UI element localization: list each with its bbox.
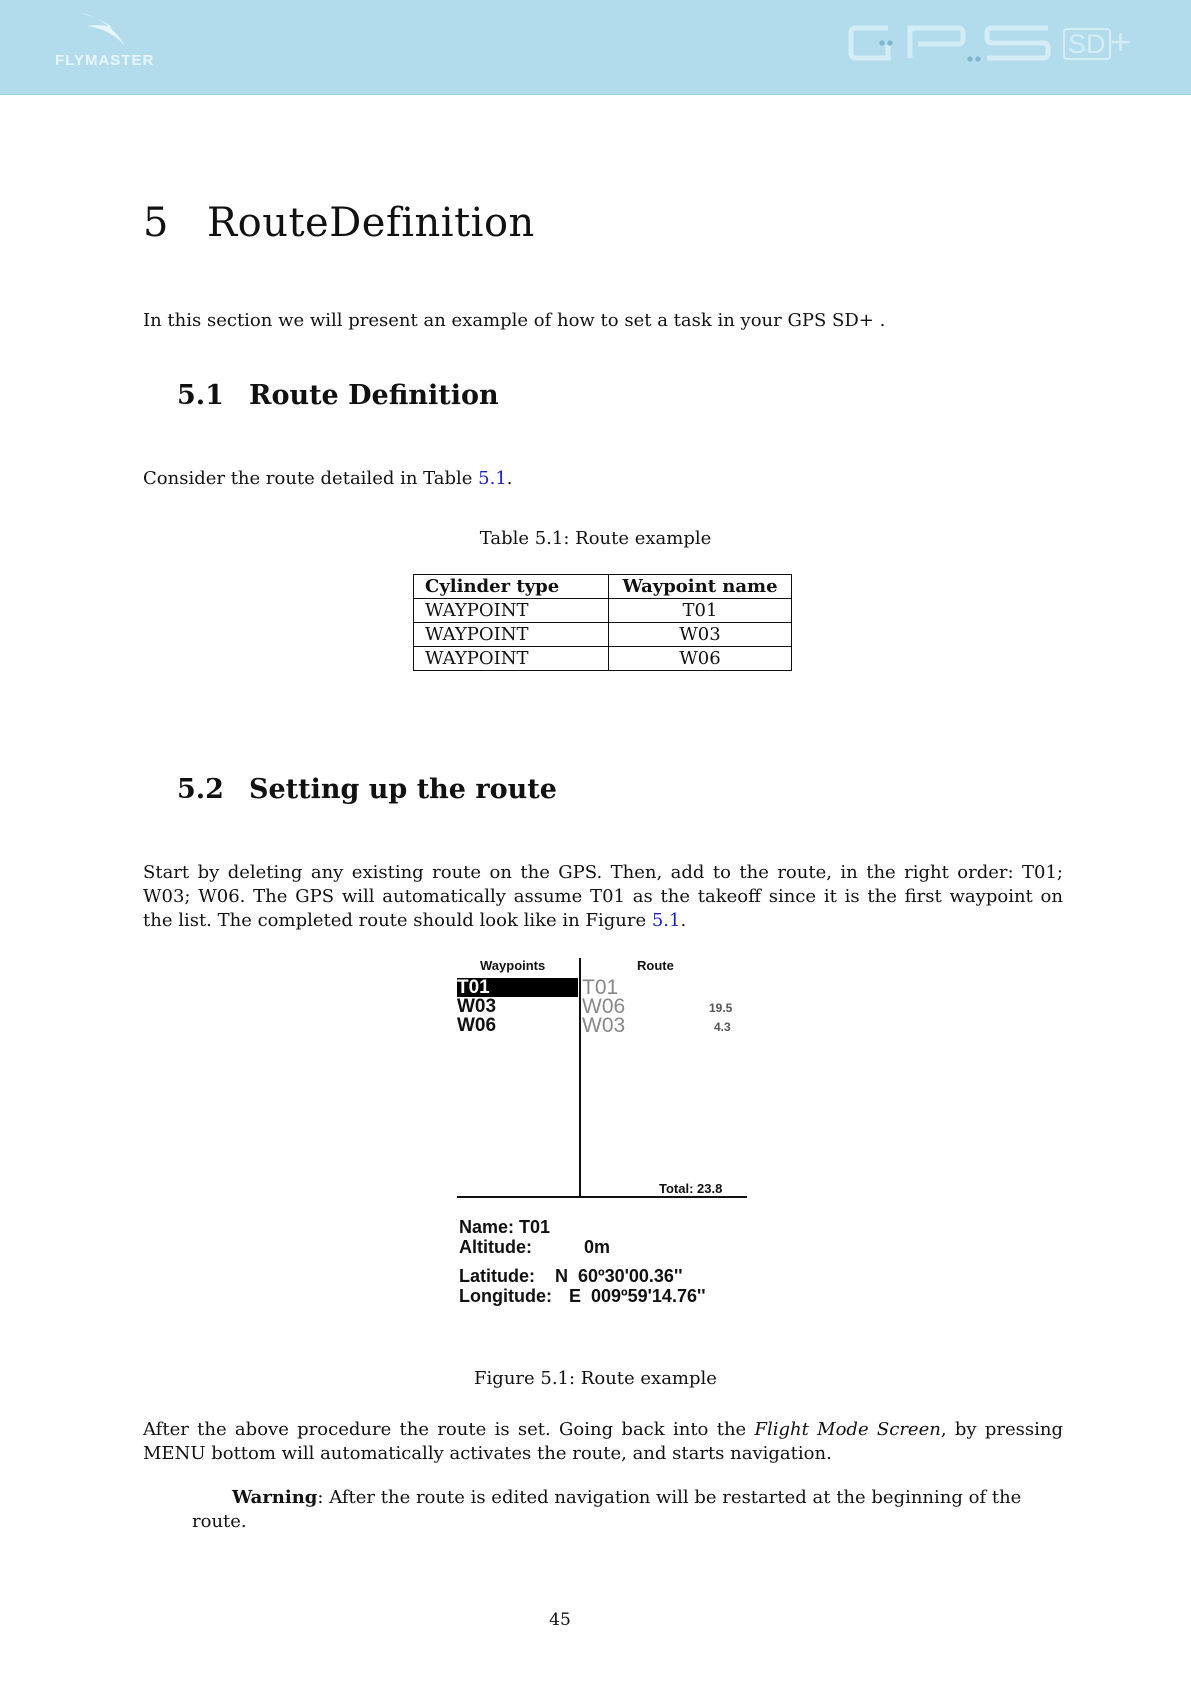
section-5-1-paragraph <box>143 467 1063 491</box>
waypoint-item[interactable]: W06 <box>457 1015 497 1036</box>
table-cell: W06 <box>609 647 792 671</box>
route-item[interactable]: T01 <box>582 976 619 999</box>
paragraph-text-end: , by pressing MENU bottom will automatically activates the route, and starts navigation. <box>143 1419 1064 1464</box>
longitude-label: Longitude: <box>459 1286 552 1306</box>
section-number: 5.2 <box>177 774 224 805</box>
leg-distance: 4.3 <box>714 1020 731 1034</box>
paragraph-text-end: . <box>506 468 513 489</box>
section-5-2-title <box>177 774 557 805</box>
warning-text: : After the route is edited navigation will be restarted at the beginning of the route. <box>192 1487 1022 1532</box>
column-divider <box>579 958 581 1198</box>
table-cell: WAYPOINT <box>414 647 609 671</box>
table-header-waypoint-name: Waypoint name <box>609 575 792 599</box>
wing-icon <box>73 6 143 52</box>
section-title-text: Setting up the route <box>249 774 557 805</box>
separator-line <box>457 1196 747 1198</box>
section-number: 5.1 <box>177 380 224 411</box>
table-reference-link[interactable]: 5.1 <box>478 468 507 489</box>
section-5-2-paragraph <box>143 861 1063 933</box>
intro-paragraph: In this section we will present an example of how to set a task in your GPS SD+ . <box>143 310 886 331</box>
route-total: Total: 23.8 <box>659 1181 723 1196</box>
warning-label: Warning <box>232 1487 318 1508</box>
figure-reference-link[interactable]: 5.1 <box>651 910 681 931</box>
latitude-value: N 60º30'00.36'' <box>555 1266 683 1286</box>
table-cell: W03 <box>609 623 792 647</box>
altitude-label: Altitude: <box>459 1237 532 1257</box>
waypoints-column-header: Waypoints <box>480 958 546 973</box>
product-plus: + <box>1110 21 1132 62</box>
waypoint-item-selected[interactable]: T01 <box>457 978 578 997</box>
gps-wordmark-icon <box>848 22 1060 66</box>
section-title-text: Route Definition <box>249 380 499 411</box>
route-item[interactable]: W03 <box>582 1014 626 1037</box>
table-cell: WAYPOINT <box>414 623 609 647</box>
after-procedure-paragraph <box>143 1418 1063 1466</box>
altitude-value: 0m <box>584 1237 611 1257</box>
flymaster-logo <box>55 6 175 70</box>
table-caption: Table 5.1: Route example <box>479 528 712 549</box>
header-band <box>0 0 1191 95</box>
route-item[interactable]: W06 <box>582 995 626 1018</box>
name-label: Name: <box>459 1217 515 1237</box>
table-row <box>414 623 792 647</box>
longitude-value: E 009º59'14.76'' <box>569 1286 706 1306</box>
gps-sd-plus-logo <box>848 22 1138 66</box>
page-number: 45 <box>549 1610 571 1630</box>
route-column-header: Route <box>637 958 674 973</box>
table-cell: T01 <box>609 599 792 623</box>
waypoint-item[interactable]: W03 <box>457 996 497 1017</box>
warning-note <box>192 1486 1022 1534</box>
chapter-title-text: RouteDefinition <box>207 200 535 246</box>
chapter-title <box>143 200 535 246</box>
product-sd-badge: SD <box>1063 28 1111 60</box>
brand-name: FLYMASTER <box>55 52 155 69</box>
table-header-cylinder-type: Cylinder type <box>414 575 609 599</box>
route-table <box>413 574 792 671</box>
leg-distance: 19.5 <box>709 1001 733 1015</box>
table-cell: WAYPOINT <box>414 599 609 623</box>
paragraph-text: After the above procedure the route is set. Going back into the <box>143 1419 755 1440</box>
gps-route-screen <box>455 956 755 1306</box>
paragraph-text-end: . <box>680 910 687 931</box>
name-value: T01 <box>519 1217 551 1237</box>
flight-mode-screen-emphasis: Flight Mode Screen <box>754 1419 941 1440</box>
paragraph-text: Consider the route detailed in Table <box>143 468 479 489</box>
table-row <box>414 647 792 671</box>
latitude-label: Latitude: <box>459 1266 535 1286</box>
section-5-1-title <box>177 380 499 411</box>
table-row <box>414 599 792 623</box>
paragraph-text: Start by deleting any existing route on the GPS. Then, add to the route, in the right order: T01; W03; W06. The GPS will automatically assume T01 as the takeoff since it is the first waypoint on the list. The completed route should look like in Figure <box>143 862 1063 931</box>
waypoint-name-row <box>459 1217 550 1237</box>
table-header-row <box>414 575 792 599</box>
figure-caption: Figure 5.1: Route example <box>474 1368 717 1389</box>
chapter-number: 5 <box>143 200 169 246</box>
